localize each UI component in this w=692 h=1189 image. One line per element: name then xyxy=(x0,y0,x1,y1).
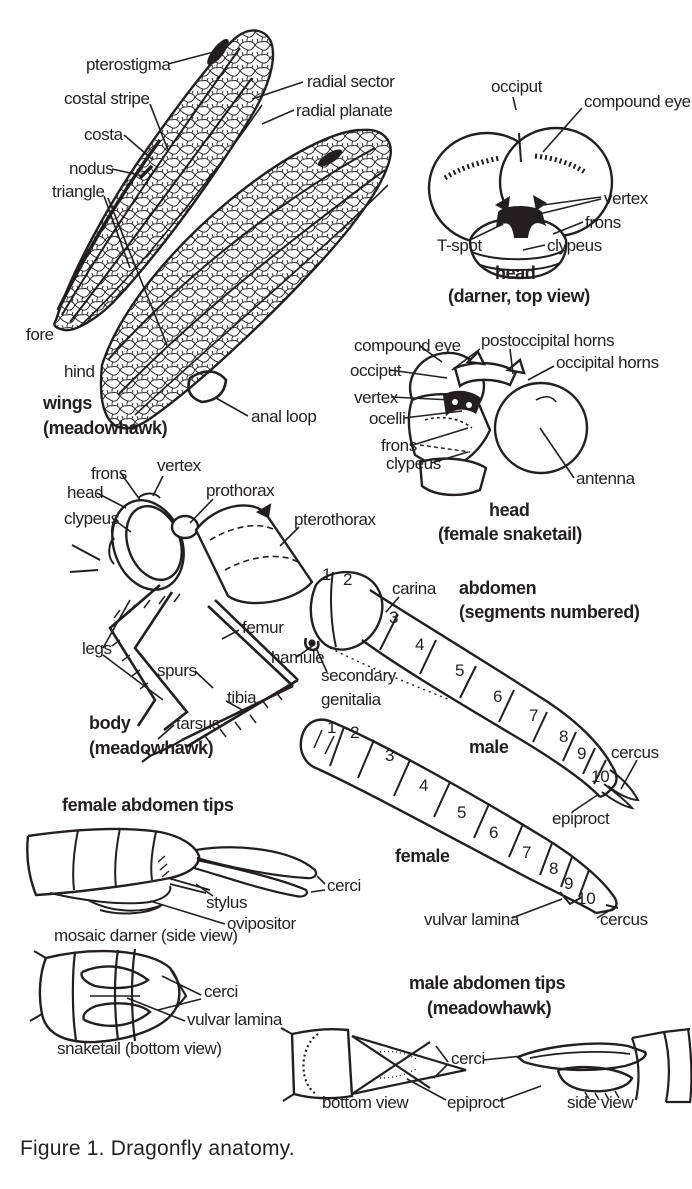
label-costa: costa xyxy=(84,125,123,144)
male-tips-section-subtitle: (meadowhawk) xyxy=(427,998,552,1018)
male-tip-side-drawing xyxy=(518,1028,691,1103)
abdomen-section-subtitle: (segments numbered) xyxy=(459,602,640,622)
label-anal-loop: anal loop xyxy=(251,407,317,426)
label-triangle: triangle xyxy=(52,182,105,201)
male-tip-bottom-drawing xyxy=(281,1028,466,1101)
head-snaketail-title: head xyxy=(489,500,530,520)
label-secondary-genitalia-line1: secondary xyxy=(321,666,396,685)
label-male-tips-cerci: cerci xyxy=(451,1049,485,1068)
label-tarsus: tarsus xyxy=(176,714,220,733)
female-segment-3: 3 xyxy=(385,746,395,765)
female-segment-6: 6 xyxy=(489,823,499,842)
label-nodus: nodus xyxy=(69,159,114,178)
male-segment-9: 9 xyxy=(577,744,587,763)
male-segment-2: 2 xyxy=(343,570,353,589)
female-segment-8: 8 xyxy=(549,859,559,878)
label-fore-wing: fore xyxy=(26,325,54,344)
wings-section-title: wings xyxy=(43,393,93,413)
male-segment-7: 7 xyxy=(529,706,539,725)
snaketail-view-caption: snaketail (bottom view) xyxy=(57,1039,222,1058)
label-body-vertex: vertex xyxy=(157,456,201,475)
male-segment-8: 8 xyxy=(559,727,569,746)
label-snaketail-vertex: vertex xyxy=(354,388,398,407)
label-antenna: antenna xyxy=(576,469,635,488)
head-snaketail-subtitle: (female snaketail) xyxy=(438,524,582,544)
darner-view-caption: mosaic darner (side view) xyxy=(54,926,238,945)
bottom-view-caption: bottom view xyxy=(322,1093,409,1112)
label-tibia: tibia xyxy=(227,688,257,707)
label-secondary-genitalia-line2: genitalia xyxy=(321,690,381,709)
label-darner-occiput: occiput xyxy=(491,77,543,96)
male-segment-3: 3 xyxy=(389,608,399,627)
label-female: female xyxy=(395,846,450,866)
label-snaketail-compound-eye: compound eye xyxy=(354,336,461,355)
label-hind-wing: hind xyxy=(64,362,95,381)
label-darner-vertex: vertex xyxy=(604,189,648,208)
label-hamule: hamule xyxy=(271,648,325,667)
label-female-cercus: cercus xyxy=(600,910,648,929)
abdomen-section-title: abdomen xyxy=(459,578,537,598)
figure-caption: Figure 1. Dragonfly anatomy. xyxy=(20,1137,295,1160)
label-costal-stripe: costal stripe xyxy=(64,89,150,108)
female-segment-2: 2 xyxy=(350,723,360,742)
label-darner-clypeus: clypeus xyxy=(547,236,602,255)
side-view-caption: side view xyxy=(567,1093,634,1112)
male-segment-1: 1 xyxy=(322,565,332,584)
label-body-clypeus: clypeus xyxy=(64,509,119,528)
label-body-head: head xyxy=(67,483,104,502)
label-male: male xyxy=(469,737,509,757)
label-snaketail-occiput: occiput xyxy=(350,361,402,380)
female-segment-7: 7 xyxy=(522,843,532,862)
head-darner-title: head xyxy=(495,263,536,283)
label-radial-planate: radial planate xyxy=(296,101,393,120)
body-section-title: body xyxy=(89,713,131,733)
label-carina: carina xyxy=(392,579,436,598)
darner-tip-drawing xyxy=(27,828,316,913)
label-female-vulvar-lamina: vulvar lamina xyxy=(424,910,519,929)
label-occipital-horns: occipital horns xyxy=(556,353,659,372)
label-spurs: spurs xyxy=(157,661,197,680)
male-tips-section-title: male abdomen tips xyxy=(409,973,566,993)
label-snaketail-vulvar-lamina: vulvar lamina xyxy=(187,1010,282,1029)
label-femur: femur xyxy=(242,618,284,637)
label-stylus: stylus xyxy=(206,893,248,912)
label-radial-sector: radial sector xyxy=(307,72,395,91)
male-segment-10: 10 xyxy=(591,767,610,786)
label-darner-compound-eye: compound eye xyxy=(584,92,691,111)
label-ocelli: ocelli xyxy=(369,409,406,428)
label-male-epiproct: epiproct xyxy=(552,809,610,828)
female-tips-section-title: female abdomen tips xyxy=(62,795,234,815)
female-segment-5: 5 xyxy=(457,803,467,822)
label-snaketail-cerci: cerci xyxy=(204,982,238,1001)
label-prothorax: prothorax xyxy=(206,481,275,500)
female-segment-10: 10 xyxy=(577,889,596,908)
label-pterostigma: pterostigma xyxy=(86,55,171,74)
label-male-tips-epiproct: epiproct xyxy=(447,1093,505,1112)
female-segment-4: 4 xyxy=(419,776,429,795)
label-ovipositor: ovipositor xyxy=(227,914,296,933)
label-body-frons: frons xyxy=(91,464,127,483)
wings-section-subtitle: (meadowhawk) xyxy=(43,418,168,438)
snaketail-tip-drawing xyxy=(30,949,186,1042)
body-section-subtitle: (meadowhawk) xyxy=(89,738,214,758)
label-pterothorax: pterothorax xyxy=(294,510,376,529)
label-t-spot: T-spot xyxy=(437,236,482,255)
male-segment-4: 4 xyxy=(415,635,425,654)
label-legs: legs xyxy=(82,639,112,658)
male-segment-6: 6 xyxy=(493,687,503,706)
male-segment-5: 5 xyxy=(455,661,465,680)
label-postoccipital-horns: postoccipital horns xyxy=(481,331,615,350)
female-segment-1: 1 xyxy=(327,718,337,737)
label-snaketail-clypeus: clypeus xyxy=(386,454,441,473)
head-darner-subtitle: (darner, top view) xyxy=(448,286,590,306)
label-male-cercus: cercus xyxy=(611,743,659,762)
label-darner-cerci: cerci xyxy=(327,876,361,895)
label-snaketail-frons: frons xyxy=(381,436,417,455)
label-darner-frons: frons xyxy=(585,213,621,232)
female-segment-9: 9 xyxy=(564,874,574,893)
